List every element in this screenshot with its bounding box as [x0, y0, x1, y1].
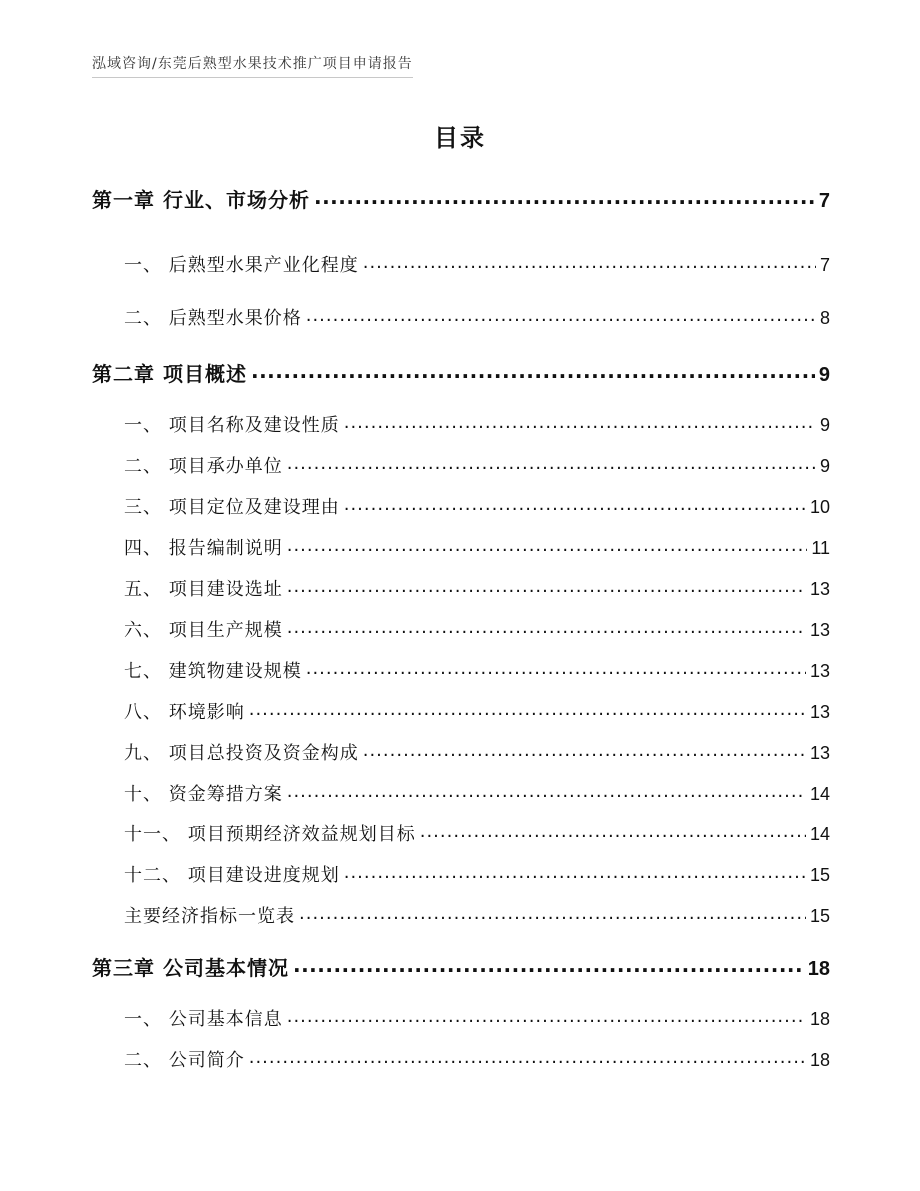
toc-entry-section[interactable]: [92, 1005, 830, 1031]
toc-entry-label: 二、 公司简介: [124, 1050, 245, 1071]
toc-entry-label: 一、 后熟型水果产业化程度: [124, 255, 359, 276]
toc-entry-section[interactable]: [92, 657, 830, 683]
toc-entry-label: 第三章 公司基本情况: [92, 956, 289, 980]
dot-leader: [249, 700, 806, 718]
dot-leader: [293, 955, 804, 975]
dot-leader: [306, 306, 816, 324]
dot-leader: [251, 361, 815, 381]
dot-leader: [363, 741, 806, 759]
toc-entry-section[interactable]: [92, 411, 830, 437]
toc-entry-section[interactable]: [92, 1046, 830, 1072]
toc-entry-label: 一、 公司基本信息: [124, 1009, 283, 1030]
dot-leader: [314, 187, 815, 207]
toc-entry-page: 13: [809, 579, 830, 599]
toc-entry-page: 11: [811, 538, 830, 558]
toc-entry-page: 15: [809, 865, 830, 885]
toc-entry-label: 第二章 项目概述: [92, 362, 247, 386]
toc-entry-page: 14: [809, 784, 830, 804]
toc-entry-page: 7: [819, 255, 830, 275]
dot-leader: [299, 904, 806, 922]
toc-entry-chapter-2[interactable]: [92, 358, 830, 388]
toc-entry-label: 一、 项目名称及建设性质: [124, 415, 340, 436]
dot-leader: [306, 659, 806, 677]
toc-entry-label: 三、 项目定位及建设理由: [124, 497, 340, 518]
toc-entry-label: 十、 资金筹措方案: [124, 784, 283, 805]
toc-entry-section[interactable]: [92, 575, 830, 601]
toc-entry-page: 15: [809, 906, 830, 926]
toc-entry-section[interactable]: [92, 739, 830, 765]
toc-entry-page: 8: [819, 308, 830, 328]
dot-leader: [287, 536, 808, 554]
toc-entry-page: 18: [807, 958, 830, 980]
toc-entry-chapter-1[interactable]: [92, 184, 830, 214]
dot-leader: [287, 1007, 806, 1025]
toc-entry-page: 13: [809, 743, 830, 763]
toc-entry-page: 7: [818, 190, 830, 212]
dot-leader: [287, 577, 806, 595]
toc-entry-page: 9: [819, 415, 830, 435]
toc-entry-label: 二、 后熟型水果价格: [124, 308, 302, 329]
toc-entry-section[interactable]: [92, 698, 830, 724]
dot-leader: [287, 454, 816, 472]
dot-leader: [344, 863, 806, 881]
toc-entry-section[interactable]: [92, 251, 830, 277]
toc-entry-label: 九、 项目总投资及资金构成: [124, 743, 359, 764]
toc-entry-label: 第一章 行业、市场分析: [92, 188, 310, 212]
toc-entry-page: 13: [809, 620, 830, 640]
toc-entry-label: 二、 项目承办单位: [124, 456, 283, 477]
toc-entry-label: 四、 报告编制说明: [124, 538, 283, 559]
toc-entry-section[interactable]: [92, 452, 830, 478]
toc-entry-page: 18: [809, 1050, 830, 1070]
toc-entry-page: 10: [809, 497, 830, 517]
toc-entry-chapter-3[interactable]: [92, 952, 830, 982]
toc-entry-page: 18: [809, 1009, 830, 1029]
toc-entry-label: 主要经济指标一览表: [124, 906, 295, 927]
toc-entry-page: 13: [809, 702, 830, 722]
toc-entry-page: 14: [809, 824, 830, 844]
toc-entry-label: 八、 环境影响: [124, 702, 245, 723]
toc-entry-section[interactable]: [92, 493, 830, 519]
toc-entry-page: 9: [818, 364, 830, 386]
dot-leader: [344, 413, 816, 431]
toc-entry-section[interactable]: [92, 616, 830, 642]
dot-leader: [363, 253, 816, 271]
dot-leader: [344, 495, 806, 513]
toc-entry-label: 十二、 项目建设进度规划: [124, 865, 340, 886]
toc-entry-section[interactable]: [92, 304, 830, 330]
toc-entry-label: 十一、 项目预期经济效益规划目标: [124, 824, 416, 845]
table-of-contents: [92, 0, 830, 1191]
toc-entry-page: 13: [809, 661, 830, 681]
toc-entry-page: 9: [819, 456, 830, 476]
toc-entry-section[interactable]: [92, 780, 830, 806]
dot-leader: [420, 822, 806, 840]
dot-leader: [249, 1048, 806, 1066]
toc-entry-label: 七、 建筑物建设规模: [124, 661, 302, 682]
running-header: 泓域咨询/东莞后熟型水果技术推广项目申请报告: [92, 53, 413, 78]
toc-title: 目录: [434, 124, 486, 152]
toc-entry-label: 六、 项目生产规模: [124, 620, 283, 641]
toc-entry-section[interactable]: [92, 902, 830, 928]
toc-entry-section[interactable]: [92, 534, 830, 560]
dot-leader: [287, 618, 806, 636]
toc-entry-label: 五、 项目建设选址: [124, 579, 283, 600]
toc-entry-section[interactable]: [92, 820, 830, 846]
toc-entry-section[interactable]: [92, 861, 830, 887]
dot-leader: [287, 782, 806, 800]
